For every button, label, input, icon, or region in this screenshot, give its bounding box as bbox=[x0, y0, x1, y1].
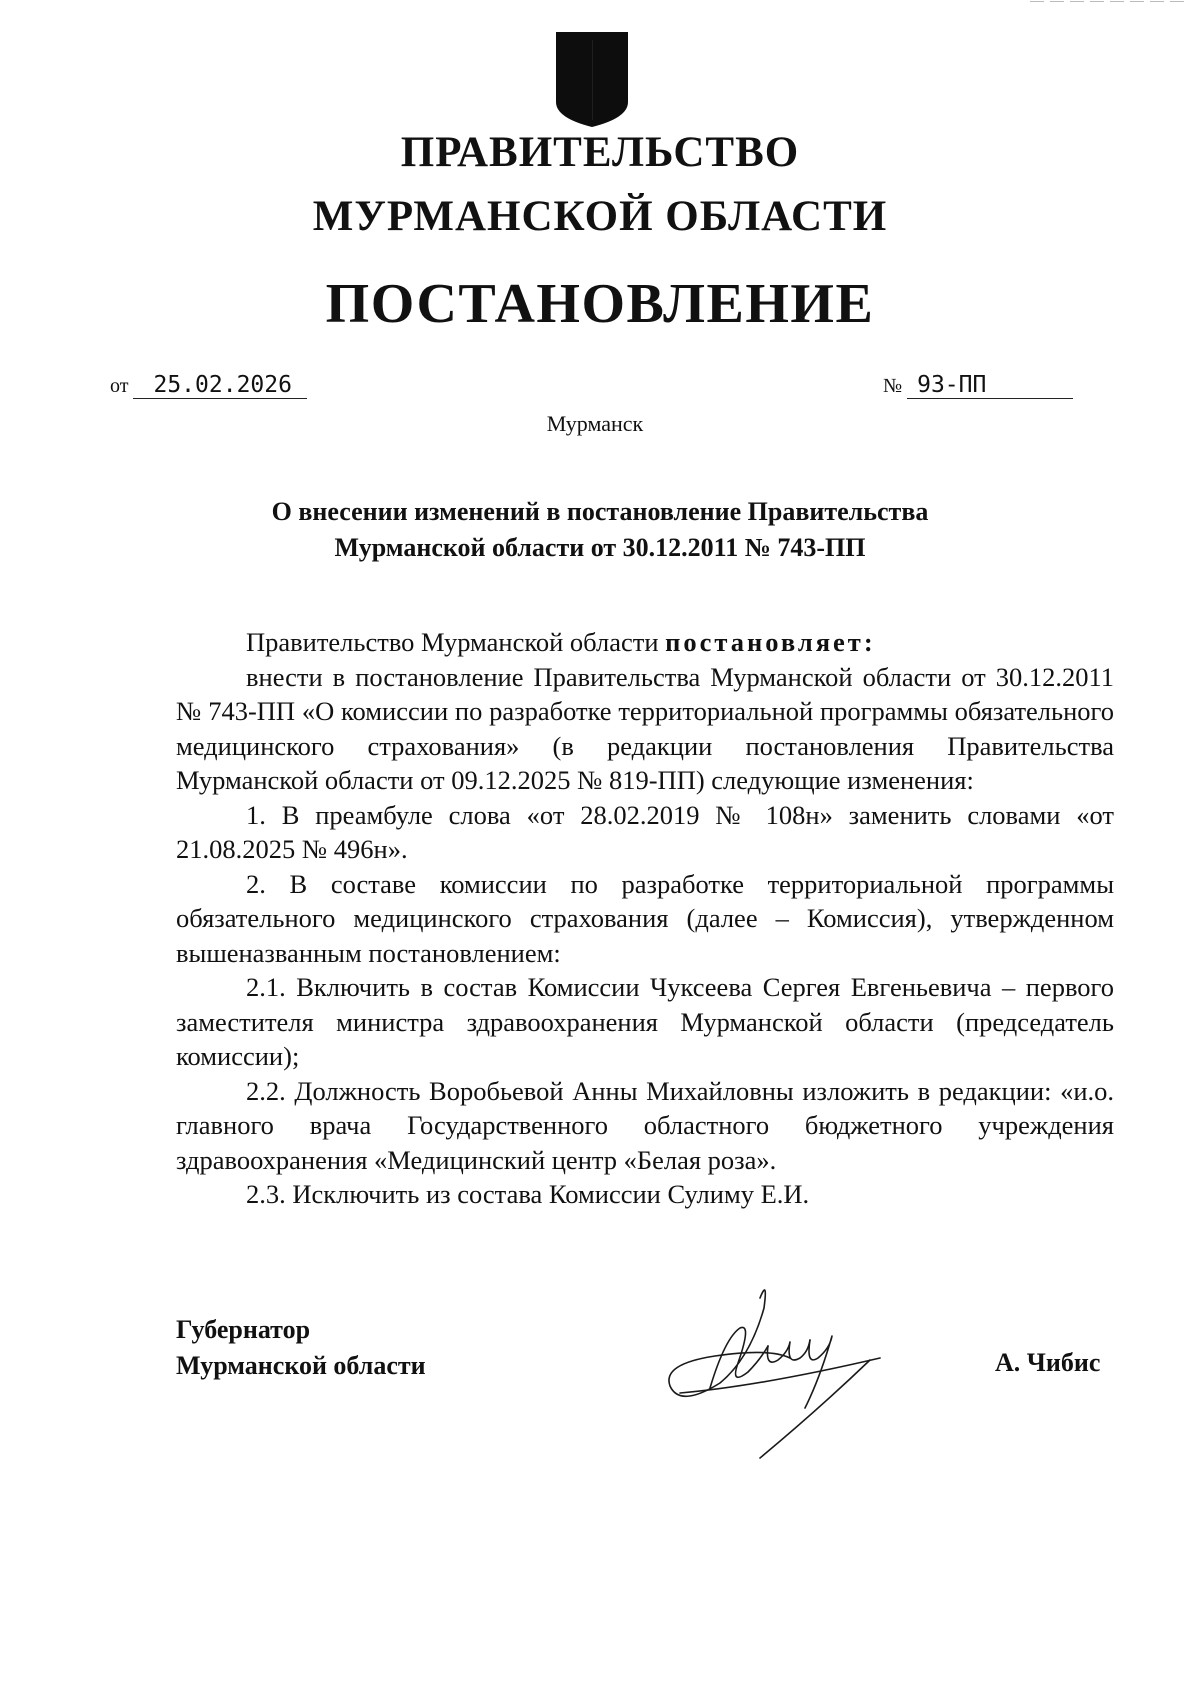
signatory-title-line2: Мурманской области bbox=[176, 1351, 426, 1380]
body-paragraph-1: внести в постановление Правительства Мурманской области от 30.12.2011 № 743-ПП «О комиссии по разработке территориальной программы обязательного медицинского страхования» (в редакции постановления Правительства Мурманской области от 09.12.2025 № 819-ПП) следующие изменения: bbox=[176, 661, 1114, 795]
body-paragraph-3: 2. В составе комиссии по разработке территориальной программы обязательного медицинского страхования (далее – Комиссия), утвержденном вышеназванным постановлением: bbox=[176, 868, 1114, 968]
subject-line2: Мурманской области от 30.12.2011 № 743-ПП bbox=[334, 533, 866, 562]
intro-text: Правительство Мурманской области bbox=[246, 627, 666, 657]
government-title-line2: МУРМАНСКОЙ ОБЛАСТИ bbox=[312, 193, 888, 240]
number-field bbox=[883, 372, 1073, 399]
body-paragraph-2: 1. В преамбуле слова «от 28.02.2019 № 108н» заменить словами «от 21.08.2025 № 496н». bbox=[176, 799, 1114, 864]
body-paragraph-4: 2.1. Включить в состав Комиссии Чуксеева Сергея Евгеньевича – первого заместителя министра здравоохранения Мурманской области (председатель комиссии); bbox=[176, 972, 1114, 1071]
document-body bbox=[176, 625, 1114, 1212]
signatory-title-line1: Губернатор bbox=[176, 1315, 311, 1344]
scan-edge-mark bbox=[1030, 0, 1190, 3]
document-date: 25.02.2026 bbox=[133, 372, 307, 399]
date-field bbox=[110, 372, 307, 399]
date-prefix-label: от bbox=[110, 375, 129, 397]
city-label: Мурманск bbox=[546, 411, 644, 436]
subject-line1: О внесении изменений в постановление Правительства bbox=[271, 497, 929, 526]
intro-action: постановляет: bbox=[665, 627, 876, 657]
document-number: 93-ПП bbox=[907, 372, 1073, 399]
coat-of-arms-icon bbox=[554, 30, 630, 128]
body-paragraph-6: 2.3. Исключить из состава Комиссии Сулиму Е.И. bbox=[246, 1179, 810, 1209]
number-prefix-label: № bbox=[883, 375, 903, 397]
document-subject bbox=[150, 494, 1050, 566]
document-type-title: ПОСТАНОВЛЕНИЕ bbox=[325, 273, 875, 335]
signatory-name: А. Чибис bbox=[995, 1348, 1101, 1377]
government-title-line1: ПРАВИТЕЛЬСТВО bbox=[400, 129, 800, 176]
signatory-title bbox=[176, 1312, 426, 1384]
body-paragraph-5: 2.2. Должность Воробьевой Анны Михайловны изложить в редакции: «и.о. главного врача Государственного областного бюджетного учреждения здравоохранения «Медицинский центр «Белая роза». bbox=[176, 1075, 1114, 1175]
handwritten-signature-icon bbox=[640, 1268, 940, 1468]
body-intro bbox=[176, 625, 1114, 660]
